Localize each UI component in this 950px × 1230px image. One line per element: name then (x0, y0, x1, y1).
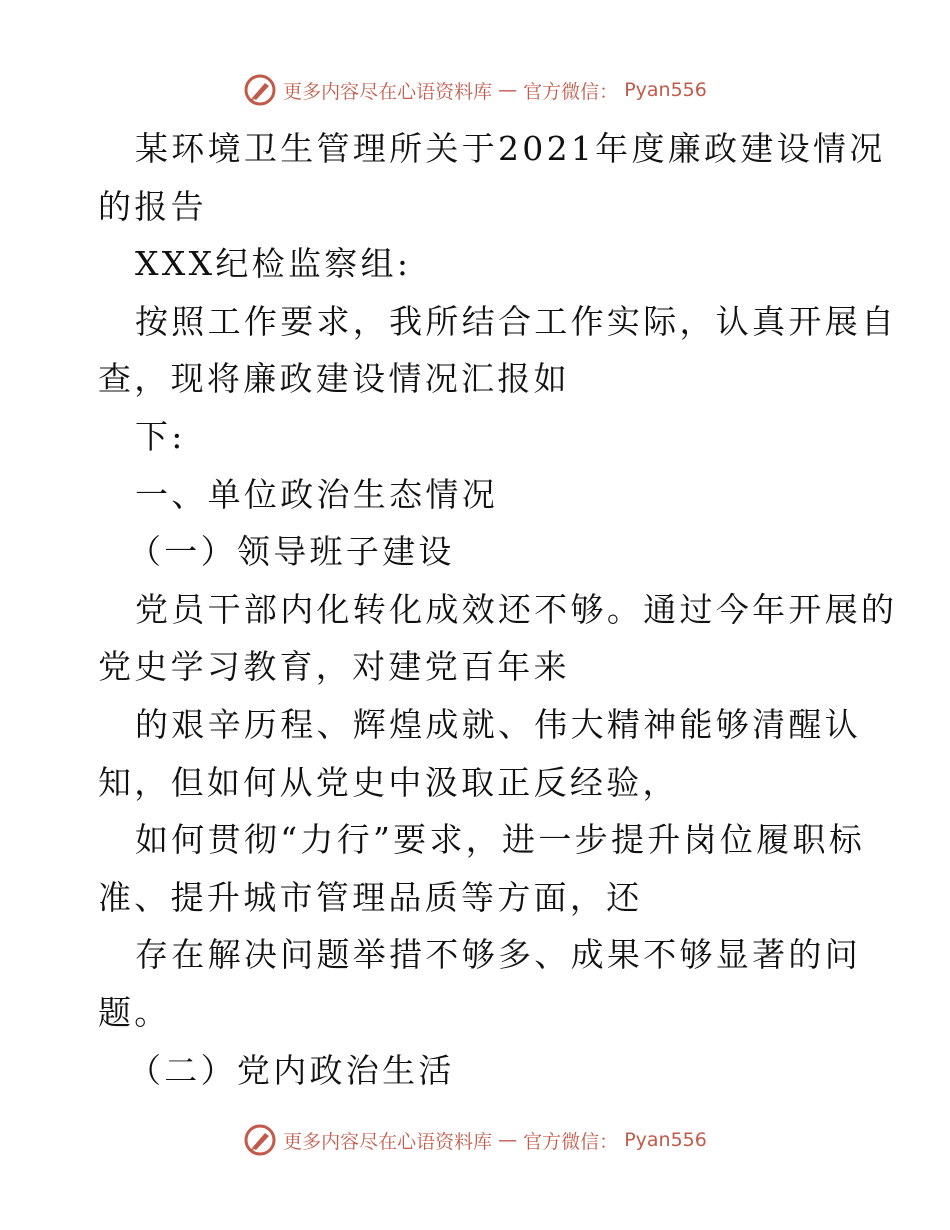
watermark-contact-id: Pyan556 (624, 1129, 707, 1151)
watermark-brand-text: 更多内容尽在心语资料库 (283, 80, 493, 103)
paragraph-line: 准、提升城市管理品质等方面，还 (98, 877, 643, 917)
subsection-heading: （一）领导班子建设 (128, 532, 455, 572)
paragraph-line: 党员干部内化转化成效还不够。通过今年开展的 (135, 589, 898, 629)
watermark-contact-label: 官方微信： (523, 80, 619, 103)
pen-logo-icon (243, 73, 277, 107)
watermark-separator: — (498, 79, 518, 101)
paragraph-line: 知，但如何从党史中汲取正反经验， (98, 762, 679, 802)
watermark-separator: — (498, 1129, 518, 1151)
paragraph-line: 党史学习教育，对建党百年来 (98, 647, 570, 687)
paragraph-line: 题。 (98, 992, 171, 1032)
pen-logo-icon (243, 1123, 277, 1157)
subsection-heading: （二）党内政治生活 (128, 1050, 455, 1090)
paragraph-line: 如何贯彻“力行”要求，进一步提升岗位履职标 (135, 820, 866, 860)
document-body (98, 120, 898, 1099)
watermark-contact-id: Pyan556 (624, 79, 707, 101)
watermark-brand-text: 更多内容尽在心语资料库 (283, 1130, 493, 1153)
section-heading: 一、单位政治生态情况 (135, 474, 498, 514)
paragraph-line: 下: (135, 416, 186, 456)
addressee-line: XXX纪检监察组: (135, 244, 412, 284)
document-title-line-1: 某环境卫生管理所关于2021年度廉政建设情况 (135, 129, 886, 168)
paragraph-line: 按照工作要求，我所结合工作实际，认真开展自 (135, 301, 898, 341)
header-watermark (0, 68, 950, 112)
watermark-contact-label: 官方微信： (523, 1130, 619, 1153)
document-title-line-2: 的报告 (98, 186, 207, 226)
paragraph-line: 存在解决问题举措不够多、成果不够显著的问 (135, 935, 861, 975)
paragraph-line: 的艰辛历程、辉煌成就、伟大精神能够清醒认 (135, 704, 861, 744)
paragraph-line: 查，现将廉政建设情况汇报如 (98, 359, 570, 399)
footer-watermark (0, 1118, 950, 1162)
